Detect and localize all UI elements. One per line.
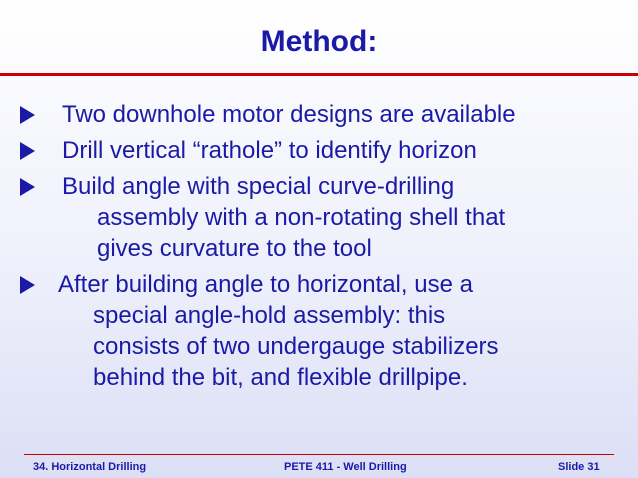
arrow-bullet-icon bbox=[20, 276, 35, 294]
footer-course-topic: 34. Horizontal Drilling bbox=[33, 461, 147, 473]
arrow-bullet-icon bbox=[20, 142, 35, 160]
bullet-line: gives curvature to the tool bbox=[97, 235, 372, 262]
bullet-line: Two downhole motor designs are available bbox=[62, 101, 516, 128]
bullet-line: assembly with a non-rotating shell that bbox=[97, 204, 506, 231]
bullet-line: special angle-hold assembly: this bbox=[93, 302, 446, 329]
bullet-line: consists of two undergauge stabilizers bbox=[93, 333, 499, 360]
footer-slide-number: Slide 31 bbox=[558, 461, 600, 473]
footer-course-name: PETE 411 - Well Drilling bbox=[284, 461, 407, 473]
bullet-item-4 bbox=[20, 269, 630, 393]
bullet-line: Build angle with special curve-drilling bbox=[62, 173, 455, 200]
arrow-bullet-icon bbox=[20, 178, 35, 196]
bullet-line: behind the bit, and flexible drillpipe. bbox=[93, 364, 468, 391]
footer-divider bbox=[24, 454, 614, 455]
slide-title: Method: bbox=[260, 25, 378, 58]
bullet-line: Drill vertical “rathole” to identify horizon bbox=[62, 137, 477, 164]
title-divider bbox=[0, 73, 638, 76]
bullet-list bbox=[20, 99, 630, 398]
arrow-bullet-icon bbox=[20, 106, 35, 124]
bullet-item-1 bbox=[20, 99, 630, 130]
bullet-item-2 bbox=[20, 135, 630, 166]
bullet-item-3 bbox=[20, 171, 630, 264]
bullet-line: After building angle to horizontal, use a bbox=[58, 271, 473, 298]
